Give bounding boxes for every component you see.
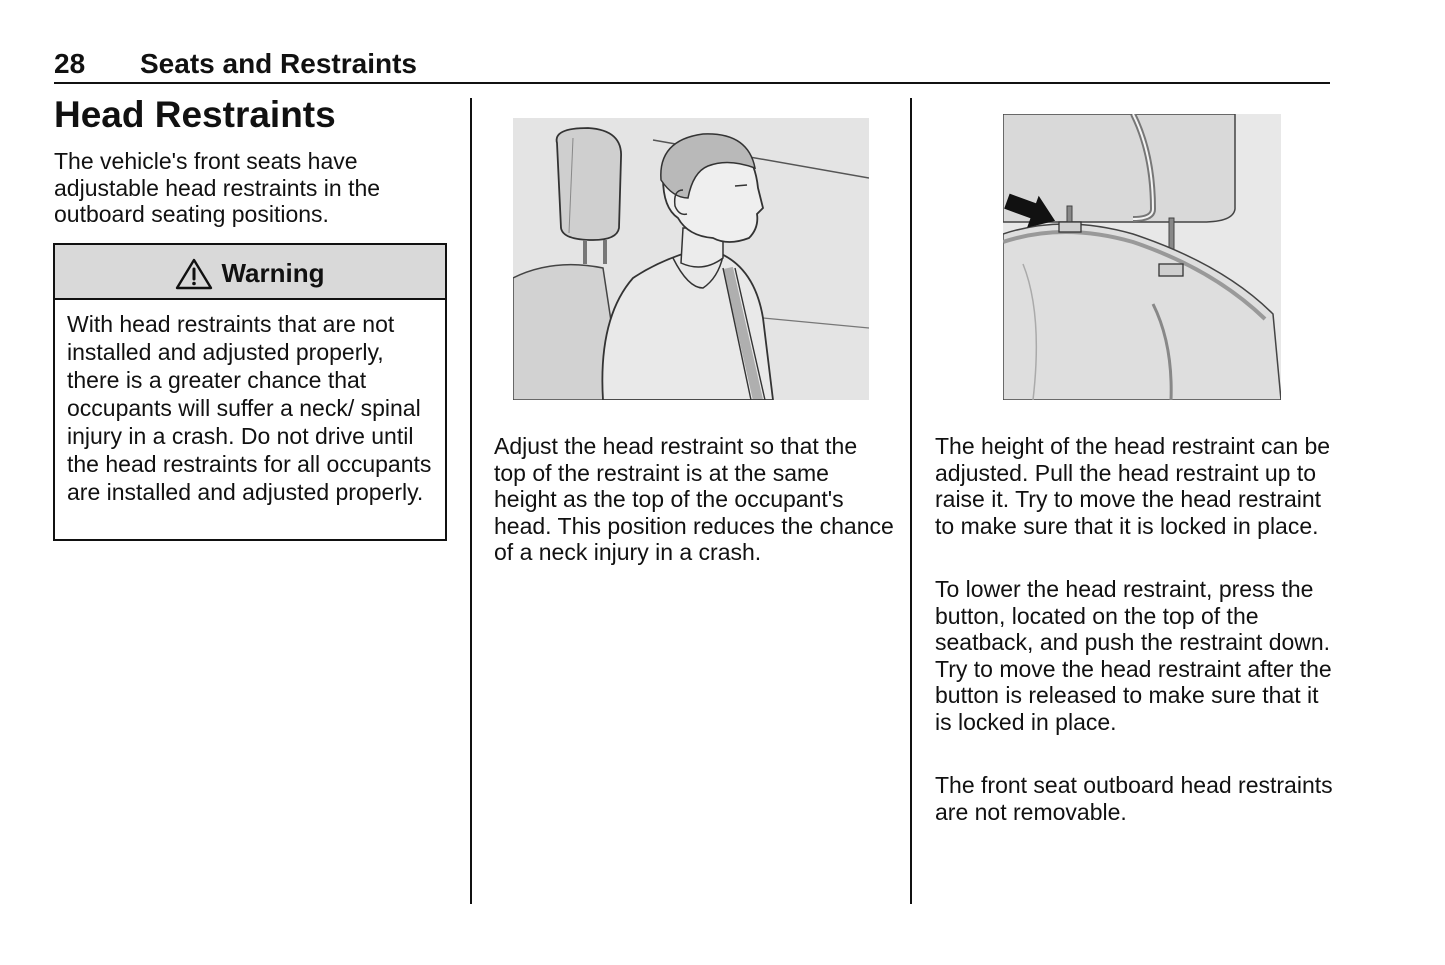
page-number: 28: [54, 48, 86, 79]
warning-triangle-icon: [175, 258, 213, 290]
column-divider: [910, 98, 912, 904]
column-divider: [470, 98, 472, 904]
warning-text: With head restraints that are not installed and adjusted properly, there is a greater chance that occupants will suffer a neck/ spinal injury in a crash. Do not drive until the head restraints for all occupants are installed and adjusted properly.: [67, 311, 432, 505]
intro-paragraph: The vehicle's front seats have adjustable head restraints in the outboard seating positions.: [54, 148, 381, 227]
page-title: Head Restraints: [54, 94, 336, 135]
head-restraint-button-illustration: [1003, 114, 1281, 400]
adjust-paragraph: Adjust the head restraint so that the top of the restraint is at the same height as the top of the occupant's head. This position reduces the chance of a neck injury in a crash.: [494, 433, 894, 565]
warning-label: Warning: [221, 258, 325, 288]
height-adjust-paragraph: The height of the head restraint can be adjusted. Pull the head restraint up to raise it. Try to move the head restraint to make sure that it is locked in place.: [935, 433, 1331, 539]
not-removable-paragraph: The front seat outboard head restraints are not removable.: [935, 772, 1333, 825]
warning-box: [53, 243, 447, 541]
page-header: [54, 46, 1330, 84]
section-title: Seats and Restraints: [140, 48, 417, 79]
occupant-with-head-restraint-illustration: [513, 118, 869, 400]
lower-restraint-paragraph: To lower the head restraint, press the button, located on the top of the seatback, and push the restraint down. Try to move the head restraint after the button is released to make sure that it is locked in place.: [935, 576, 1332, 735]
warning-header: [55, 245, 445, 300]
